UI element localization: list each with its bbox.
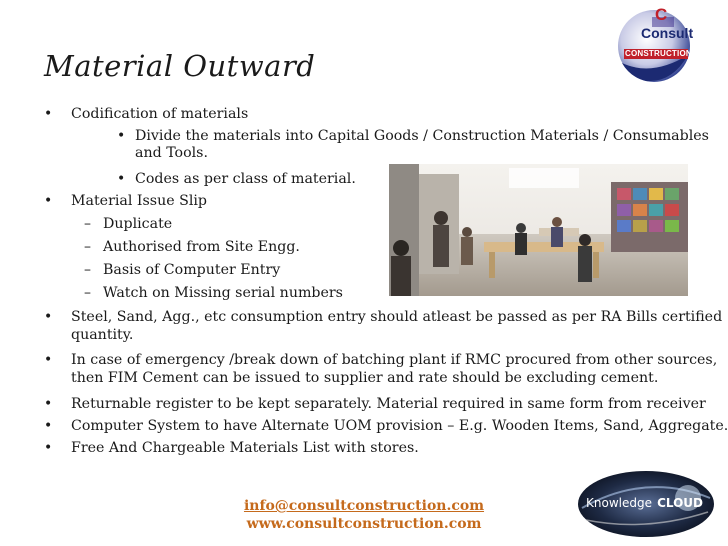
dash-marker: – (84, 216, 91, 232)
bullet-marker: • (44, 106, 53, 122)
sub-bullet-divide-materials-line2: and Tools. (135, 145, 208, 161)
sub-item-duplicate: Duplicate (103, 216, 173, 232)
store-photo-graphic (389, 164, 688, 296)
bullet-marker: • (44, 440, 53, 456)
bullet-material-issue-slip: Material Issue Slip (71, 193, 207, 209)
construction-logo-word: CONSTRUCTION (625, 49, 692, 58)
bullet-computer-system: Computer System to have Alternate UOM provision – E.g. Wooden Items, Sand, Aggregate. (71, 418, 728, 434)
sub-bullet-codes: Codes as per class of material. (135, 171, 356, 187)
bullet-marker: • (117, 128, 126, 144)
sub-item-authorised: Authorised from Site Engg. (103, 239, 300, 255)
consult-construction-logo (612, 3, 696, 85)
consult-logo-word: Consult (641, 25, 694, 41)
sub-item-computer-entry: Basis of Computer Entry (103, 262, 281, 278)
consult-logo-letter: C (655, 5, 668, 24)
email-link[interactable]: info@consultconstruction.com (243, 498, 485, 514)
dash-marker: – (84, 239, 91, 255)
slide-title: Material Outward (44, 49, 316, 83)
dash-marker: – (84, 285, 91, 301)
bullet-marker: • (44, 309, 53, 325)
sub-item-missing-serials: Watch on Missing serial numbers (103, 285, 343, 301)
sub-bullet-divide-materials-line1: Divide the materials into Capital Goods / Construction Materials / Consumables (135, 128, 709, 144)
bullet-marker: • (117, 171, 126, 187)
dash-marker: – (84, 262, 91, 278)
bullet-consumption-entry-line1: Steel, Sand, Agg., etc consumption entry should atleast be passed as per RA Bills certified (71, 309, 723, 325)
bullet-emergency-line1: In case of emergency /break down of batching plant if RMC procured from other sources, (71, 352, 718, 368)
knowledge-word: Knowledge (586, 496, 652, 510)
consult-logo-graphic (612, 3, 696, 85)
bullet-emergency-line2: then FIM Cement can be issued to supplier and rate should be excluding cement. (71, 370, 659, 386)
cloud-word: CLOUD (657, 496, 703, 510)
bullet-codification: Codification of materials (71, 106, 249, 122)
bullet-marker: • (44, 193, 53, 209)
knowledge-cloud-text (586, 492, 703, 511)
bullet-returnable-register: Returnable register to be kept separately. Material required in same form from receiver (71, 396, 706, 412)
bullet-marker: • (44, 352, 53, 368)
bullet-free-chargeable: Free And Chargeable Materials List with stores. (71, 440, 419, 456)
bullet-marker: • (44, 418, 53, 434)
knowledge-cloud-logo (576, 468, 716, 538)
store-interior-photo (389, 164, 688, 296)
bullet-consumption-entry-line2: quantity. (71, 327, 134, 343)
website-link[interactable]: www.consultconstruction.com (246, 516, 482, 532)
bullet-marker: • (44, 396, 53, 412)
